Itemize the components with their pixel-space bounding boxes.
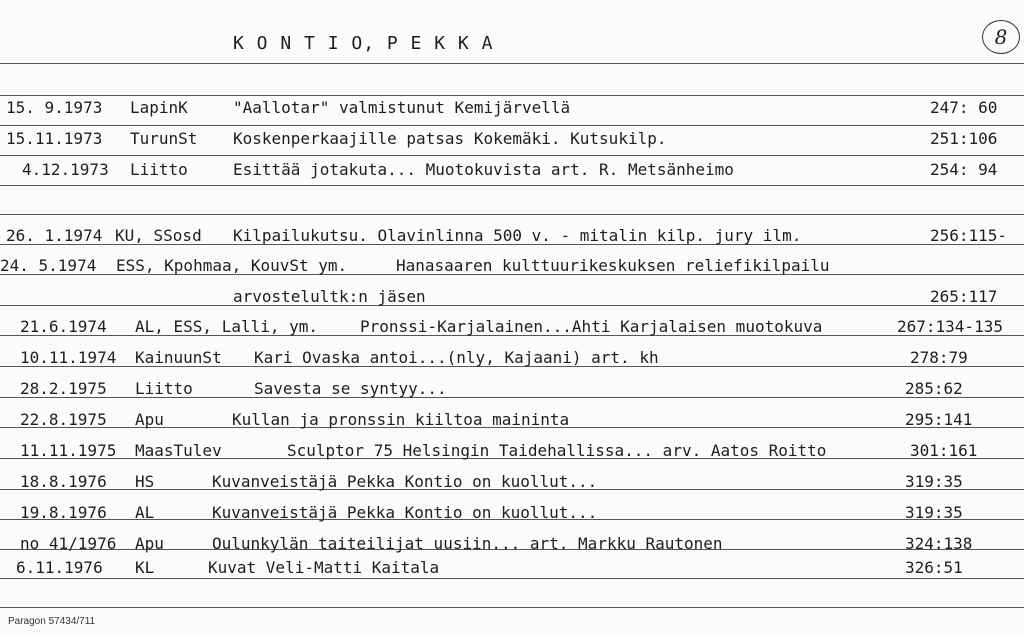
entry-ref: 267:134-135	[897, 317, 1003, 336]
entry-ref: 247: 60	[930, 98, 998, 117]
entry-source: AL, ESS, Lalli, ym.	[135, 317, 319, 336]
rule	[0, 214, 1024, 215]
entry-source: Liitto	[130, 160, 188, 179]
card-number: 8	[994, 25, 1008, 49]
rule	[0, 185, 1024, 186]
entry-source: KainuunSt	[135, 348, 222, 367]
entry-text: Pronssi-Karjalainen...Ahti Karjalaisen muotokuva	[360, 317, 823, 336]
entry-text: "Aallotar" valmistunut Kemijärvellä	[233, 98, 571, 117]
entry-date: 15.11.1973	[6, 129, 103, 148]
entry-text: Kilpailukutsu. Olavinlinna 500 v. - mitalin kilp. jury ilm.	[233, 226, 802, 245]
entry-source: HS	[135, 472, 155, 491]
entry-text: Esittää jotakuta... Muotokuvista art. R. Metsänheimo	[233, 160, 734, 179]
entry-ref: 285:62	[905, 379, 963, 398]
entry-text: Kuvanveistäjä Pekka Kontio on kuollut...	[212, 472, 598, 491]
entry-ref: 265:117	[930, 287, 998, 306]
entry-date: 26. 1.1974	[6, 226, 103, 245]
entry-date: 22.8.1975	[20, 410, 107, 429]
entry-date: 15. 9.1973	[6, 98, 103, 117]
entry-date: 21.6.1974	[20, 317, 107, 336]
entry-ref: 295:141	[905, 410, 973, 429]
card-footer: Paragon 57434/711	[8, 616, 96, 627]
entry-source: LapinK	[130, 98, 188, 117]
entry-source: Apu	[135, 410, 164, 429]
entry-ref: 251:106	[930, 129, 998, 148]
entry-ref: 256:115-	[930, 226, 1008, 245]
entry-date: 10.11.1974	[20, 348, 117, 367]
rule	[0, 607, 1024, 608]
entry-text: Savesta se syntyy...	[254, 379, 447, 398]
entry-text: Kari Ovaska antoi...(nly, Kajaani) art. kh	[254, 348, 659, 367]
rule	[0, 155, 1024, 156]
entry-text: Sculptor 75 Helsingin Taidehallissa... arv. Aatos Roitto	[287, 441, 827, 460]
entry-text: Hanasaaren kulttuurikeskuksen reliefikilpailu	[396, 256, 830, 275]
entry-date: 11.11.1975	[20, 441, 117, 460]
entry-date: 6.11.1976	[16, 558, 103, 577]
entry-source: KL	[135, 558, 155, 577]
entry-date: no 41/1976	[20, 534, 117, 553]
card-number-badge	[982, 20, 1020, 54]
entry-text: Kullan ja pronssin kiiltoa maininta	[232, 410, 570, 429]
entry-source: Liitto	[135, 379, 193, 398]
header-rule	[0, 63, 1024, 64]
entry-ref: 324:138	[905, 534, 973, 553]
entry-source: Apu	[135, 534, 164, 553]
card-title: K O N T I O, P E K K A	[233, 33, 494, 54]
entry-text: Oulunkylän taiteilijat uusiin... art. Markku Rautonen	[212, 534, 723, 553]
entry-ref: 319:35	[905, 472, 963, 491]
entry-date: 19.8.1976	[20, 503, 107, 522]
rule	[0, 305, 1024, 306]
entry-text: Koskenperkaajille patsas Kokemäki. Kutsukilp.	[233, 129, 667, 148]
entry-ref: 326:51	[905, 558, 963, 577]
entry-source: AL	[135, 503, 155, 522]
entry-text: Kuvat Veli-Matti Kaitala	[208, 558, 440, 577]
entry-ref: 254: 94	[930, 160, 998, 179]
entry-text: Kuvanveistäjä Pekka Kontio on kuollut...	[212, 503, 598, 522]
entry-date: 18.8.1976	[20, 472, 107, 491]
entry-date: 24. 5.1974	[0, 256, 97, 275]
entry-source: ESS, Kpohmaa, KouvSt ym.	[116, 256, 348, 275]
rule	[0, 578, 1024, 579]
entry-source: TurunSt	[130, 129, 198, 148]
entry-ref: 319:35	[905, 503, 963, 522]
entry-ref: 301:161	[910, 441, 978, 460]
entry-date: 28.2.1975	[20, 379, 107, 398]
entry-source: MaasTulev	[135, 441, 222, 460]
rule	[0, 95, 1024, 96]
entry-ref: 278:79	[910, 348, 968, 367]
entry-date: 4.12.1973	[22, 160, 109, 179]
entry-source: KU, SSosd	[115, 226, 202, 245]
rule	[0, 125, 1024, 126]
entry-text: arvostelultk:n jäsen	[233, 287, 426, 306]
